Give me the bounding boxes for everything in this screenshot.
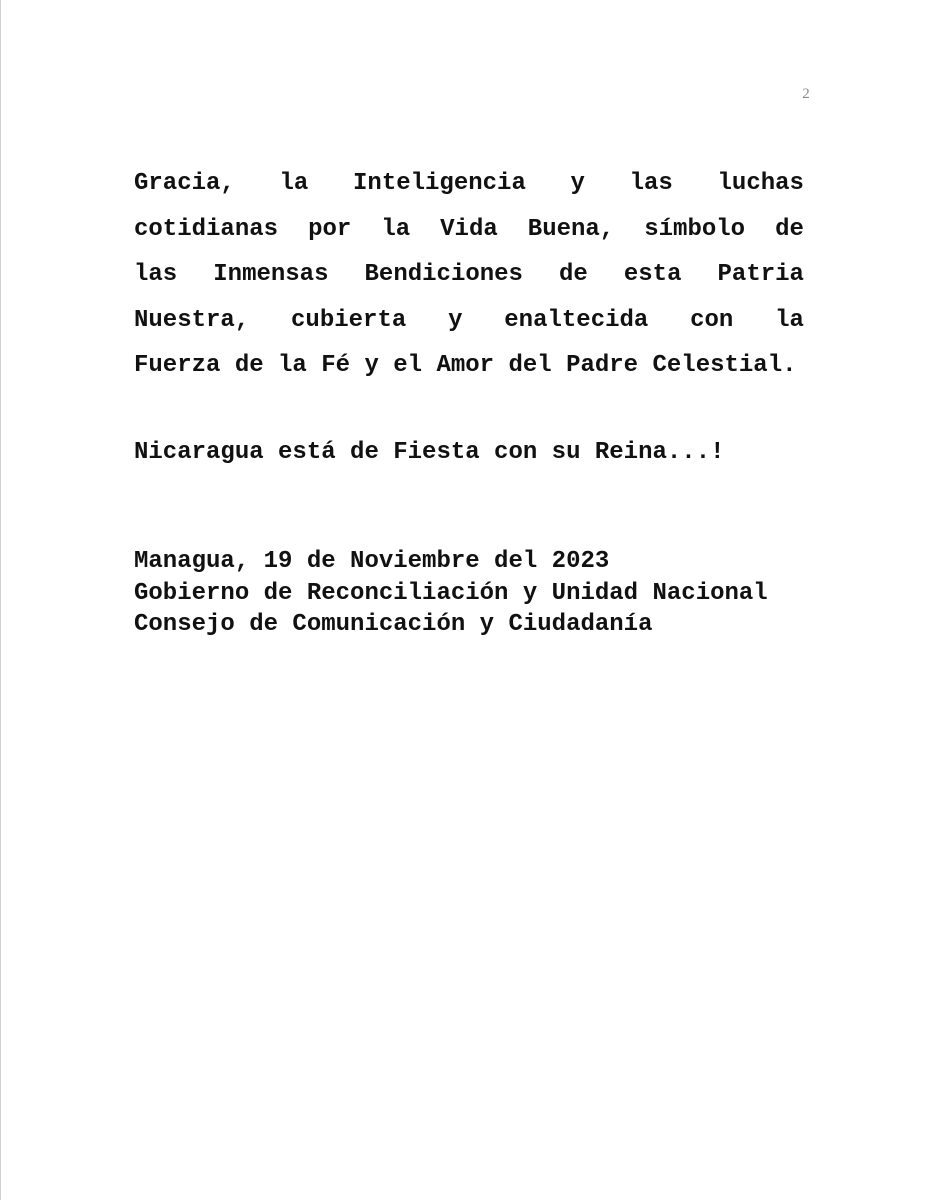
paragraph-word: las — [134, 261, 178, 288]
paragraph-line — [134, 207, 804, 253]
paragraph-word: con — [690, 306, 734, 334]
paragraph-word: Vida — [440, 215, 498, 243]
paragraph-word: de — [775, 215, 804, 243]
paragraph-word: la — [775, 306, 804, 334]
paragraph-word: Buena, — [527, 215, 615, 243]
paragraph-word: la — [381, 215, 411, 243]
paragraph-word: de — [559, 261, 588, 288]
paragraph-word: por — [308, 215, 352, 243]
paragraph-line — [134, 252, 804, 298]
paragraph-line — [134, 343, 804, 389]
paragraph-word: Nuestra, — [134, 306, 250, 334]
signature-block — [134, 546, 804, 641]
exclamation-line: Nicaragua está de Fiesta con su Reina...! — [134, 439, 725, 466]
place-date-line: Managua, 19 de Noviembre del 2023 — [134, 548, 610, 575]
paragraph-line — [134, 298, 804, 344]
paragraph-word: enaltecida — [504, 306, 649, 334]
paragraph-word: luchas — [717, 170, 804, 197]
paragraph-word: la — [279, 170, 309, 197]
paragraph-word: cubierta — [291, 306, 407, 334]
paragraph-word: símbolo — [644, 215, 746, 243]
paragraph-word: Inmensas — [213, 261, 329, 288]
paragraph-word: esta — [623, 261, 682, 288]
council-line: Consejo de Comunicación y Ciudadanía — [134, 611, 653, 638]
paragraph-word: Gracia, — [134, 170, 235, 197]
paragraph-word: Fuerza de la Fé y el Amor del Padre Celestial. — [134, 352, 797, 379]
paragraph-word: las — [629, 170, 673, 197]
paragraph-word: cotidianas — [134, 215, 279, 243]
paragraph-word: y — [448, 306, 463, 334]
paragraph-word: Bendiciones — [364, 261, 523, 288]
page-number: 2 — [802, 86, 810, 102]
body-paragraph — [134, 161, 804, 389]
paragraph-word: Inteligencia — [353, 170, 526, 197]
government-line: Gobierno de Reconciliación y Unidad Nacional — [134, 579, 768, 607]
paragraph-word: Patria — [717, 261, 804, 288]
paragraph-line — [134, 161, 804, 207]
paragraph-word: y — [570, 170, 585, 197]
